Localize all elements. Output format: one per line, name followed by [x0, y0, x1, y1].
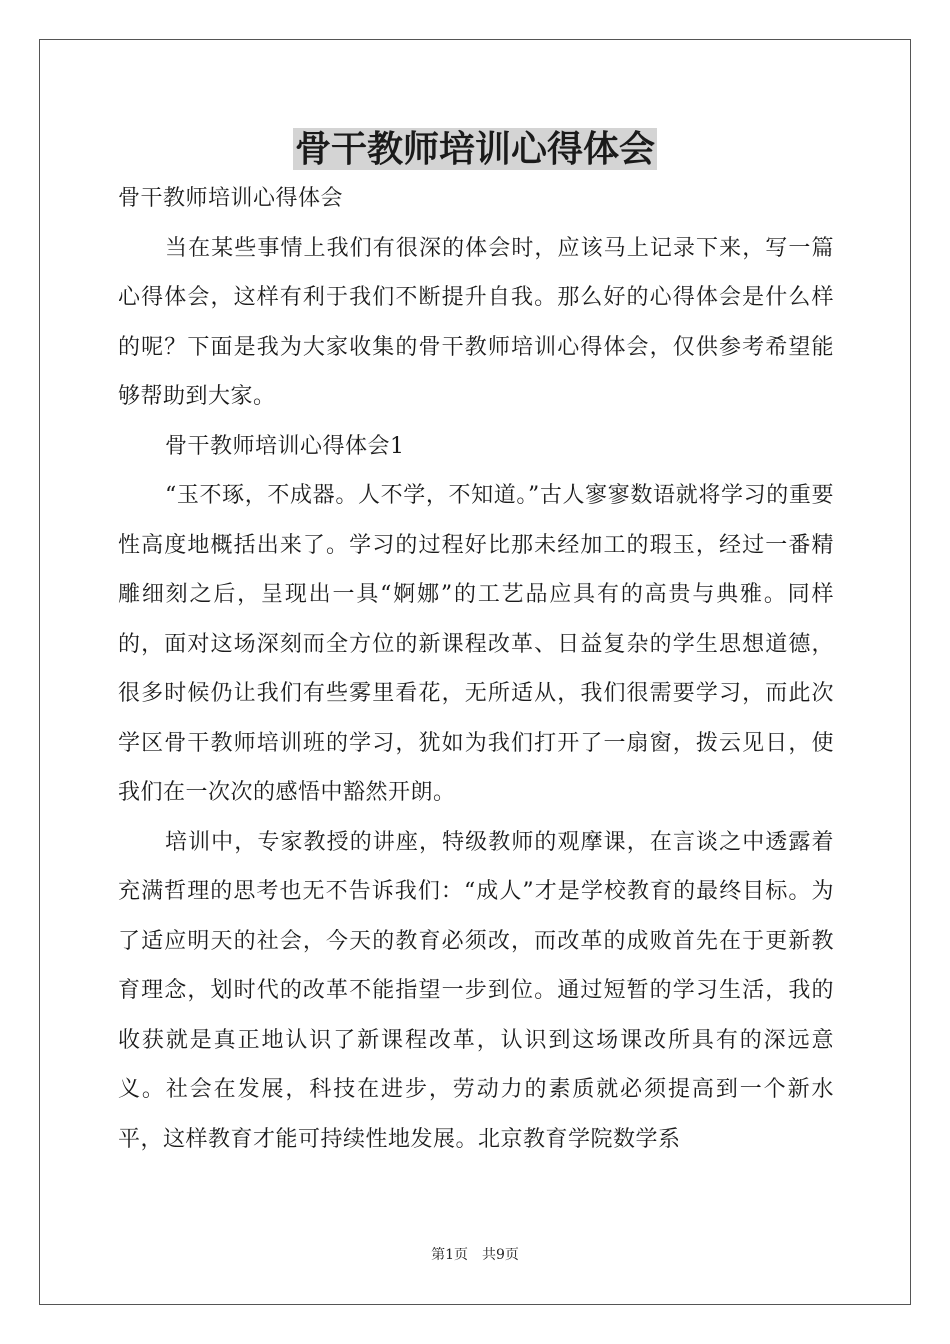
body-paragraph-2: 培训中，专家教授的讲座，特级教师的观摩课，在言谈之中透露着充满哲理的思考也无不告诉我们：“成人”才是学校教育的最终目标。为了适应明天的社会，今天的教育必须改，而改革的成败首先在于更新教育理念，划时代的改革不能指望一步到位。通过短暂的学习生活，我的收获就是真正地认识了新课程改革，认识到这场课改所具有的深远意义。社会在发展，科技在进步，劳动力的素质就必须提高到一个新水平，这样教育才能可持续性地发展。北京教育学院数学系	[118, 829, 834, 1152]
page-total: 共9页	[482, 1247, 519, 1263]
intro-paragraph: 当在某些事情上我们有很深的体会时，应该马上记录下来，写一篇心得体会，这样有利于我们不断提升自我。那么好的心得体会是什么样的呢？下面是我为大家收集的骨干教师培训心得体会，仅供参考希望能够帮助到大家。	[118, 235, 834, 409]
page-footer	[0, 1245, 950, 1265]
body-paragraph-1: “玉不琢，不成器。人不学，不知道。”古人寥寥数语就将学习的重要性高度地概括出来了。学习的过程好比那未经加工的瑕玉，经过一番精雕细刻之后，呈现出一具“婀娜”的工艺品应具有的高贵与典雅。同样的，面对这场深刻而全方位的新课程改革、日益复杂的学生思想道德，很多时候仍让我们有些雾里看花，无所适从，我们很需要学习，而此次学区骨干教师培训班的学习，犹如为我们打开了一扇窗，拨云见日，使我们在一次次的感悟中豁然开朗。	[118, 483, 834, 805]
page-number: 第1页	[431, 1247, 468, 1263]
document-title	[0, 124, 950, 174]
section-heading: 骨干教师培训心得体会1	[165, 433, 405, 459]
document-body	[118, 174, 834, 1164]
subtitle-paragraph: 骨干教师培训心得体会	[118, 186, 344, 211]
document-title-text: 骨干教师培训心得体会	[294, 128, 655, 170]
